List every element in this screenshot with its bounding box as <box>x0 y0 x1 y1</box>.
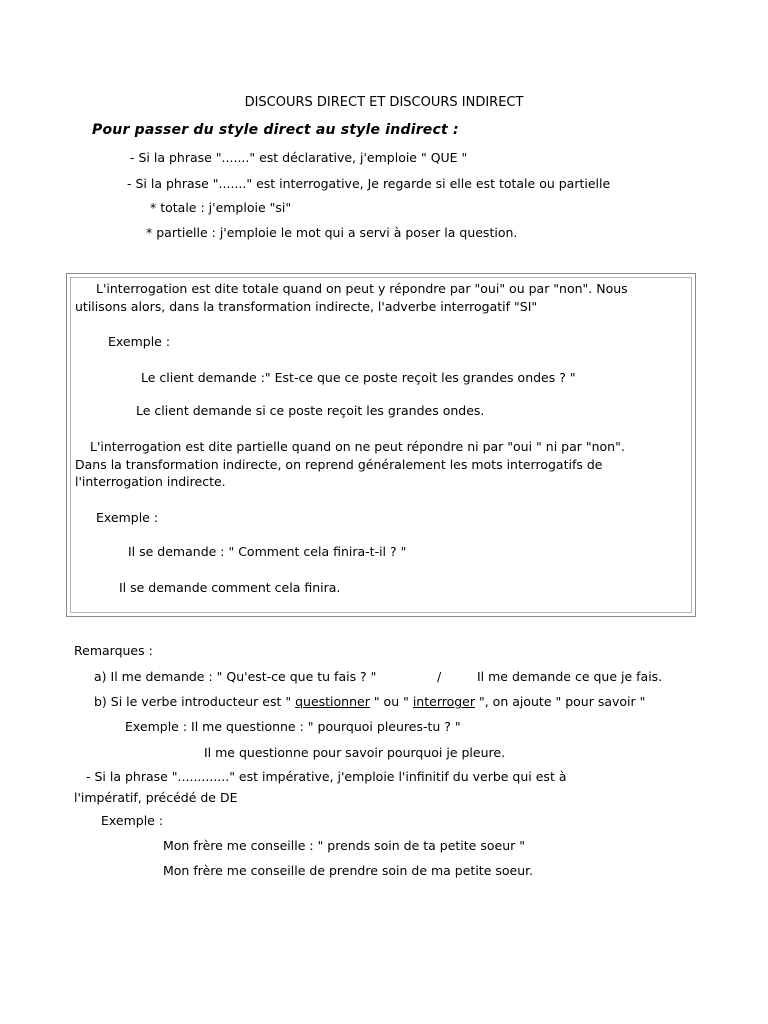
remark-imperative-indirect: Mon frère me conseille de prendre soin de ma petite soeur. <box>163 863 534 878</box>
remark-a-direct: a) Il me demande : " Qu'est-ce que tu fais ? " <box>94 669 377 684</box>
rule-partielle: * partielle : j'emploie le mot qui a servi à poser la question. <box>146 225 518 240</box>
remark-b <box>94 694 645 710</box>
remark-a-indirect: Il me demande ce que je fais. <box>477 669 663 684</box>
box-paragraph1-line1: L'interrogation est dite totale quand on peut y répondre par "oui" ou par "non". Nous <box>96 281 628 296</box>
remark-a-separator: / <box>437 669 442 684</box>
box-example2-indirect: Il se demande comment cela finira. <box>119 580 341 595</box>
box-example1-direct: Le client demande :" Est-ce que ce poste reçoit les grandes ondes ? " <box>141 370 576 385</box>
box-example2-direct: Il se demande : " Comment cela finira-t-il ? " <box>128 544 407 559</box>
remark-b-mid: " ou " <box>369 694 413 709</box>
box-paragraph1-line2: utilisons alors, dans la transformation indirecte, l'adverbe interrogatif "SI" <box>75 299 538 314</box>
remark-imperative-direct: Mon frère me conseille : " prends soin de ta petite soeur " <box>163 838 525 853</box>
remark-b-result: Il me questionne pour savoir pourquoi je pleure. <box>204 745 506 760</box>
remark-imperative-example-label: Exemple : <box>101 813 164 828</box>
rule-totale: * totale : j'emploie "si" <box>150 200 292 215</box>
rule-interrogative: - Si la phrase "......." est interrogative, Je regarde si elle est totale ou partielle <box>127 176 611 191</box>
section-subtitle: Pour passer du style direct au style indirect : <box>92 122 459 138</box>
box-paragraph2-line2: Dans la transformation indirecte, on reprend généralement les mots interrogatifs de <box>75 457 603 472</box>
box-example1-label: Exemple : <box>108 334 171 349</box>
box-example1-indirect: Le client demande si ce poste reçoit les grandes ondes. <box>136 403 485 418</box>
box-example2-label: Exemple : <box>96 510 159 525</box>
page-title: DISCOURS DIRECT ET DISCOURS INDIRECT <box>244 95 524 110</box>
box-paragraph2-line3: l'interrogation indirecte. <box>75 474 226 489</box>
remark-imperative-line2: l'impératif, précédé de DE <box>74 790 238 805</box>
remark-imperative-line1: - Si la phrase "............." est impérative, j'emploie l'infinitif du verbe qui est à <box>86 769 567 784</box>
remark-b-prefix: b) Si le verbe introducteur est " <box>94 694 296 709</box>
remark-b-example: Exemple : Il me questionne : " pourquoi pleures-tu ? " <box>125 719 461 734</box>
remark-b-word-questionner: questionner <box>295 694 370 709</box>
remarks-heading: Remarques : <box>74 643 153 658</box>
remark-b-suffix: ", on ajoute " pour savoir " <box>475 694 646 709</box>
rule-declarative: - Si la phrase "......." est déclarative, j'emploie " QUE " <box>130 150 468 165</box>
remark-b-word-interroger: interroger <box>412 694 476 709</box>
box-paragraph2-line1: L'interrogation est dite partielle quand on ne peut répondre ni par "oui " ni par "non". <box>90 439 625 454</box>
